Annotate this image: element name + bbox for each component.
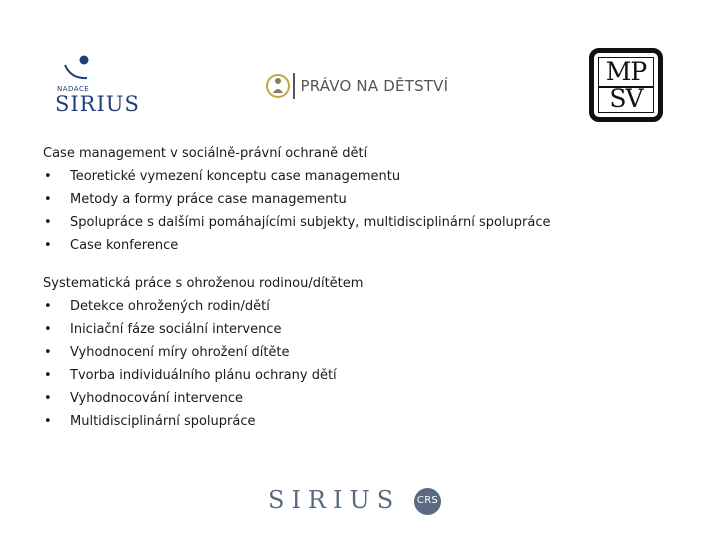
pravo-emblem-icon <box>265 71 291 101</box>
crs-badge <box>414 488 441 515</box>
nadace-sirius-mark-icon <box>61 52 101 86</box>
section-heading: Case management v sociálně-právní ochraně dětí <box>43 146 368 161</box>
bullet: • <box>44 238 52 253</box>
bullet: • <box>44 215 52 230</box>
list-item <box>43 364 363 387</box>
list-item-text: Iniciační fáze sociální intervence <box>70 322 282 337</box>
bullet: • <box>44 192 52 207</box>
list-item-text: Teoretické vymezení konceptu case managementu <box>70 169 401 184</box>
mpsv-logo <box>589 48 663 122</box>
crs-label: CRS <box>416 495 439 506</box>
section-case-management <box>43 142 551 257</box>
section-systematicka-prace <box>43 272 363 433</box>
list-item-text: Detekce ohrožených rodin/dětí <box>70 299 270 314</box>
list-item-text: Multidisciplinární spolupráce <box>70 414 256 429</box>
list-item <box>43 341 363 364</box>
pravo-wordmark: PRÁVO NA DĚTSTVÍ <box>300 77 449 95</box>
bullet: • <box>44 169 52 184</box>
list-item <box>43 234 551 257</box>
nadace-sirius-wordmark: SIRIUS <box>55 92 140 116</box>
section-heading: Systematická práce s ohroženou rodinou/dítětem <box>43 276 364 291</box>
bullet: • <box>44 345 52 360</box>
pravo-divider <box>293 73 295 99</box>
list-item <box>43 295 363 318</box>
list-item <box>43 211 551 234</box>
pravo-na-detstvi-logo <box>265 70 460 102</box>
bullet: • <box>44 322 52 337</box>
list-item-text: Tvorba individuálního plánu ochrany dětí <box>70 368 337 383</box>
list-item <box>43 188 551 211</box>
bullet: • <box>44 368 52 383</box>
mpsv-frame <box>598 57 654 113</box>
list-item-text: Metody a formy práce case managementu <box>70 192 347 207</box>
mpsv-bottom-letters: SV <box>609 84 643 113</box>
mpsv-top-letters: MP <box>605 57 647 86</box>
list-item-text: Case konference <box>70 238 179 253</box>
bullet: • <box>44 414 52 429</box>
list-item <box>43 318 363 341</box>
list-item-text: Spolupráce s dalšími pomáhajícími subjekty, multidisciplinární spolupráce <box>70 215 551 230</box>
sirius-crs-logo <box>268 486 448 518</box>
list-item <box>43 410 363 433</box>
bullet: • <box>44 391 52 406</box>
bullet: • <box>44 299 52 314</box>
list-item-text: Vyhodnocení míry ohrožení dítěte <box>70 345 290 360</box>
nadace-sirius-logo <box>55 52 140 116</box>
list-item <box>43 165 551 188</box>
nadace-label: NADACE <box>57 85 90 93</box>
list-item-text: Vyhodnocování intervence <box>70 391 243 406</box>
list-item <box>43 387 363 410</box>
sirius-wordmark: SIRIUS <box>268 486 401 514</box>
